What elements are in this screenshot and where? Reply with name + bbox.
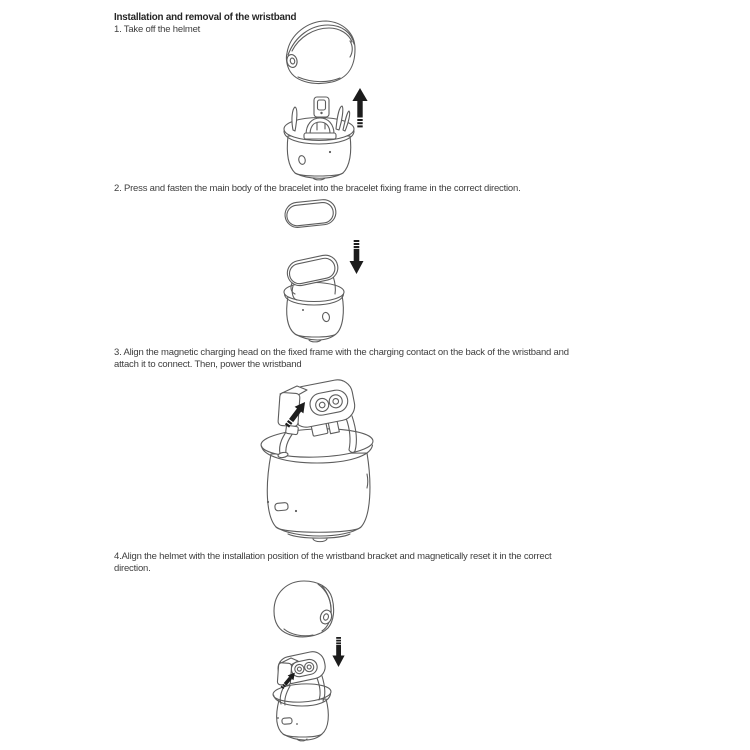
dock-wristband-illustration xyxy=(269,648,335,744)
figure-base-bracelet-inserted xyxy=(281,254,349,346)
helmet-reset-illustration xyxy=(271,579,337,641)
step-4-line-1: 4.Align the helmet with the installation position of the wristband bracket and magnetically reset it in the correct xyxy=(114,551,552,562)
step-3-line-2: attach it to connect. Then, power the wristband xyxy=(114,359,302,371)
helmet-illustration xyxy=(280,17,358,85)
figure-charging-alignment xyxy=(250,374,392,546)
figure-base-fixing-frame xyxy=(277,96,361,182)
step-3-text xyxy=(114,347,569,372)
step-3-line-1: 3. Align the magnetic charging head on the fixed frame with the charging contact on the back of the wristband and xyxy=(114,347,569,358)
step-2-text: 2. Press and fasten the main body of the bracelet into the bracelet fixing frame in the correct direction. xyxy=(114,183,521,194)
step-4-line-2: direction. xyxy=(114,563,151,575)
charging-alignment-illustration xyxy=(250,374,392,546)
figure-helmet-reset xyxy=(271,579,337,641)
down-arrow-icon xyxy=(349,240,364,274)
figure-dock-wristband-mounted xyxy=(269,648,335,744)
base-bracelet-illustration xyxy=(281,254,349,346)
section-title: Installation and removal of the wristband xyxy=(114,12,297,23)
step-4-text xyxy=(114,551,551,576)
base-fixing-frame-illustration xyxy=(277,96,361,182)
bracelet-body-illustration xyxy=(283,197,339,231)
figure-bracelet-body xyxy=(283,197,339,231)
figure-helmet-removed xyxy=(280,17,358,85)
step-1-text: 1. Take off the helmet xyxy=(114,24,201,35)
